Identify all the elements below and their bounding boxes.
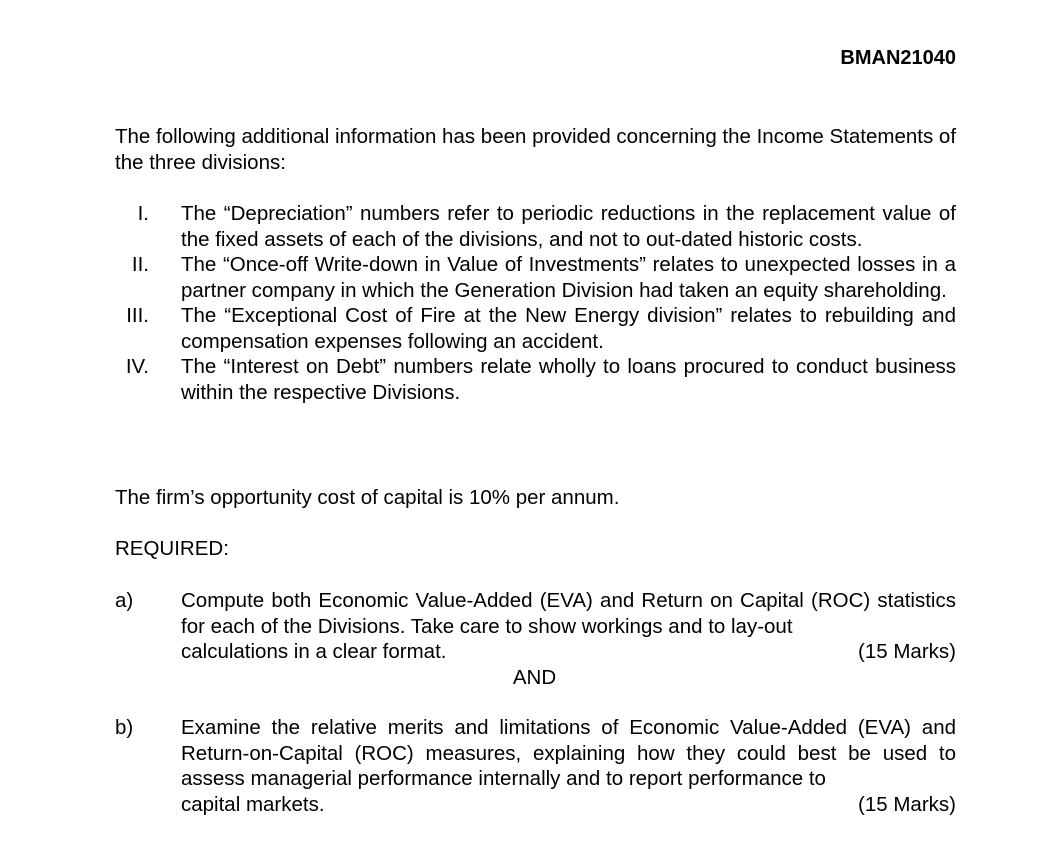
note-item [115,354,956,405]
question-letter: b) [115,716,134,739]
note-numeral: II. [131,253,149,276]
note-text: The “Exceptional Cost of Fire at the New Energy division” relates to rebuilding and compensation expenses following an accident. [181,304,956,353]
notes-list [115,201,956,405]
question-text-last-line: capital markets. [181,792,325,816]
question-text: Compute both Economic Value-Added (EVA) and Return on Capital (ROC) statistics for each of the Divisions. Take care to show workings and to lay-out [181,589,956,638]
note-numeral: III. [126,304,149,327]
question-text-last-line: calculations in a clear format. [181,640,447,663]
note-text: The “Once-off Write-down in Value of Investments” relates to unexpected losses in a partner company in which the Generation Division had taken an equity shareholding. [181,253,956,302]
question-marks: (15 Marks) [858,640,956,663]
question-text: Examine the relative merits and limitations of Economic Value-Added (EVA) and Return-on-Capital (ROC) measures, explaining how they could best be used to assess managerial performance internally and to report performance to [181,716,956,790]
note-text: The “Depreciation” numbers refer to periodic reductions in the replacement value of the fixed assets of each of the divisions, and not to out-dated historic costs. [181,202,956,251]
note-numeral: I. [137,202,149,225]
note-numeral: IV. [125,355,149,378]
cost-of-capital-statement: The firm’s opportunity cost of capital is 10% per annum. [115,486,620,509]
note-item [115,201,956,252]
note-item [115,303,956,354]
intro-paragraph: The following additional information has been provided concerning the Income Statements of the three divisions: [115,125,957,174]
question-marks: (15 Marks) [858,792,956,816]
and-connector: AND [512,666,557,689]
question-b [115,715,956,817]
note-item [115,252,956,303]
note-text: The “Interest on Debt” numbers relate wholly to loans procured to conduct business within the respective Divisions. [181,355,956,404]
required-heading: REQUIRED: [115,537,229,560]
question-a [115,588,956,665]
question-letter: a) [115,589,134,612]
course-code: BMAN21040 [840,47,956,69]
